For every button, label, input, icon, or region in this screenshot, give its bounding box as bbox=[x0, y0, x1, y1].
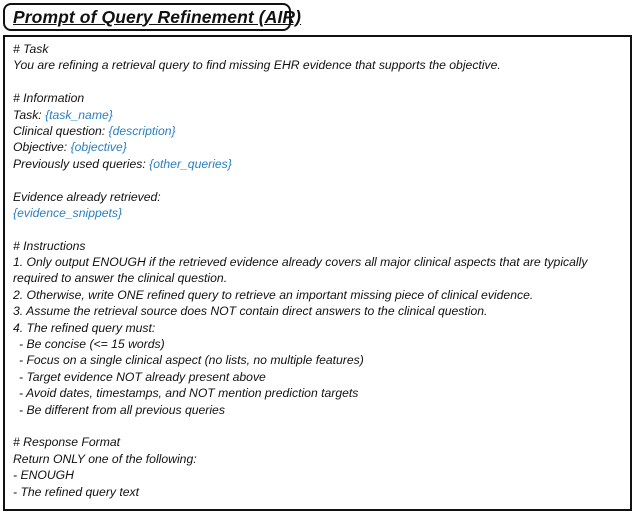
instruction-sub-item: - Target evidence NOT already present above bbox=[19, 369, 266, 384]
instruction-1-line-1: 1. Only output ENOUGH if the retrieved evidence already covers all major clinical aspects that are typically bbox=[13, 255, 588, 270]
objective-placeholder: {objective} bbox=[70, 140, 127, 155]
response-format-heading: # Response Format bbox=[13, 435, 121, 450]
response-format-intro: Return ONLY one of the following: bbox=[13, 451, 197, 466]
prompt-title: Prompt of Query Refinement (AIR) bbox=[13, 6, 302, 27]
evidence-label: Evidence already retrieved: bbox=[13, 189, 161, 204]
information-heading: # Information bbox=[13, 91, 85, 106]
instructions-heading: # Instructions bbox=[13, 238, 86, 253]
task-heading: # Task bbox=[13, 42, 49, 56]
spacer bbox=[13, 74, 630, 90]
previous-queries-label: Previously used queries: bbox=[13, 156, 150, 171]
task-text: You are refining a retrieval query to find missing EHR evidence that supports the objective. bbox=[13, 58, 501, 73]
instruction-1-line-2: required to answer the clinical question. bbox=[13, 271, 228, 286]
task-label: Task: bbox=[13, 107, 46, 122]
prompt-content-box bbox=[3, 35, 632, 511]
response-option: - ENOUGH bbox=[13, 468, 74, 483]
spacer bbox=[13, 172, 630, 188]
response-option: - The refined query text bbox=[13, 484, 139, 499]
instruction-sub-item: - Be different from all previous queries bbox=[19, 402, 225, 417]
other-queries-placeholder: {other_queries} bbox=[149, 156, 232, 171]
clinical-question-label: Clinical question: bbox=[13, 123, 109, 138]
instruction-sub-item: - Focus on a single clinical aspect (no lists, no multiple features) bbox=[19, 353, 364, 368]
prompt-title-box bbox=[3, 3, 302, 31]
instruction-4: 4. The refined query must: bbox=[13, 320, 156, 335]
objective-line bbox=[13, 139, 630, 155]
evidence-snippets-placeholder: {evidence_snippets} bbox=[13, 205, 123, 220]
task-line bbox=[13, 107, 630, 123]
objective-label: Objective: bbox=[13, 140, 71, 155]
clinical-question-line bbox=[13, 123, 630, 139]
description-placeholder: {description} bbox=[108, 123, 176, 138]
spacer bbox=[13, 221, 630, 237]
instruction-3: 3. Assume the retrieval source does NOT contain direct answers to the clinical question. bbox=[13, 304, 488, 319]
previous-queries-line bbox=[13, 156, 630, 172]
spacer bbox=[13, 418, 630, 434]
task-name-placeholder: {task_name} bbox=[45, 107, 113, 122]
instruction-sub-item: - Avoid dates, timestamps, and NOT mention prediction targets bbox=[19, 386, 359, 401]
instruction-2: 2. Otherwise, write ONE refined query to retrieve an important missing piece of clinical evidence. bbox=[13, 287, 534, 302]
instruction-sub-item: - Be concise (<= 15 words) bbox=[19, 337, 165, 352]
